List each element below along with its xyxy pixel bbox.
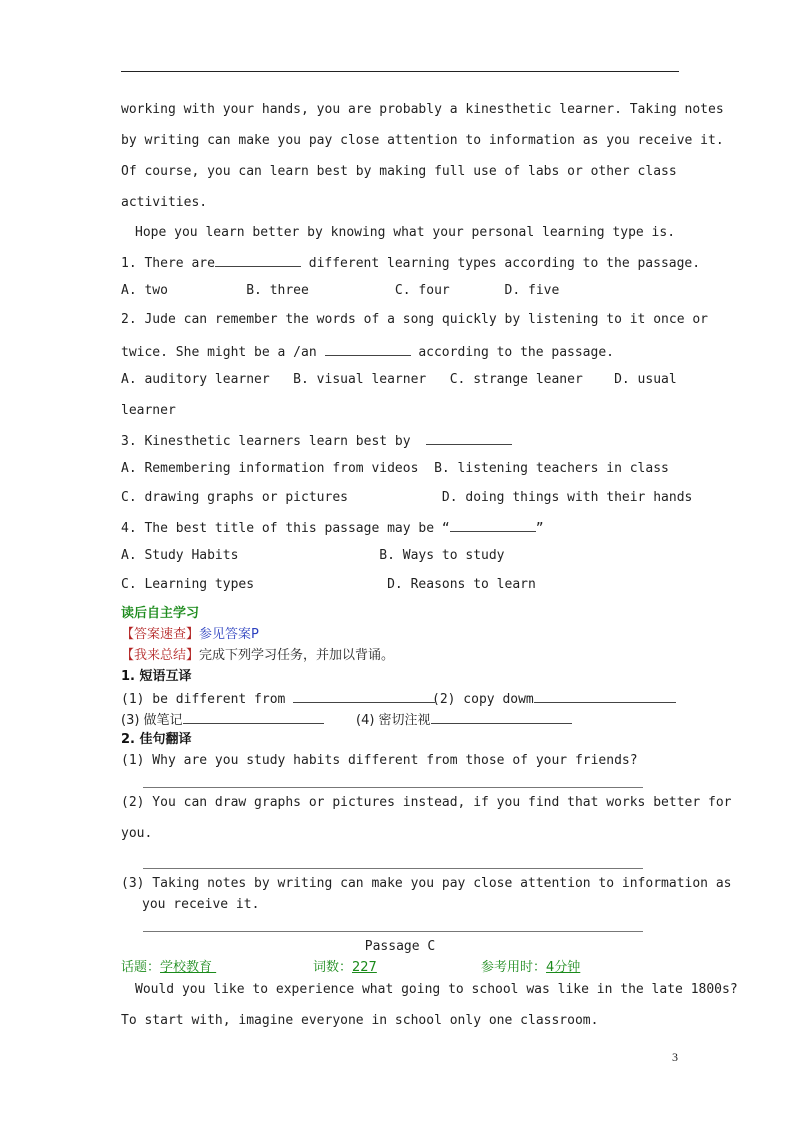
reading-time-value: 4分钟 (546, 960, 581, 975)
summary-tag: 【我来总结】 (121, 648, 200, 663)
word-count-value: 227 (352, 960, 377, 975)
section-sentence-translation: 2. 佳句翻译 (121, 732, 192, 747)
page-number: 3 (672, 1050, 678, 1064)
passage-title: Passage C (364, 939, 436, 954)
phrase-2 (432, 690, 676, 708)
paragraph-line-2: by writing can make you pay close attention to information as you receive it. (121, 133, 724, 148)
reading-time (481, 960, 580, 976)
phrase-1-text: (1) be different from (121, 692, 294, 707)
reading-time-label: 参考用时： (481, 960, 547, 975)
question-4-stem: 4. The best title of this passage may be “ (121, 521, 450, 536)
phrase-4 (356, 711, 572, 729)
sentence-3-line-2: you receive it. (142, 897, 260, 912)
sentence-2-line-2: you. (121, 826, 153, 841)
sentence-2-line-1: (2) You can draw graphs or pictures instead, if you find that works better for (121, 795, 732, 810)
question-3-options-2: C. drawing graphs or pictures D. doing things with their hands (121, 490, 693, 505)
summary-line (121, 648, 394, 664)
header-rule (121, 71, 679, 72)
phrase-4-text: (4) 密切注视 (356, 713, 431, 728)
question-1-tail: different learning types according to the passage. (300, 256, 701, 271)
question-3-options-1: A. Remembering information from videos B. listening teachers in class (121, 461, 669, 476)
phrase-3 (121, 711, 324, 729)
answer-blank[interactable] (534, 690, 676, 703)
answer-blank[interactable] (431, 711, 572, 724)
phrase-2-text: (2) copy dowm (432, 692, 534, 707)
summary-text: 完成下列学习任务，并加以背诵。 (199, 648, 395, 663)
phrase-1 (121, 690, 435, 708)
paragraph-line-1: working with your hands, you are probably a kinesthetic learner. Taking notes (121, 102, 724, 117)
answer-blank[interactable] (215, 254, 301, 267)
passage-line-2: To start with, imagine everyone in school only one classroom. (121, 1013, 599, 1028)
question-4-tail: ” (535, 521, 544, 536)
question-2-options-cont: learner (121, 403, 176, 418)
answer-blank[interactable] (450, 519, 536, 532)
topic-value: 学校教育 (160, 960, 217, 975)
answer-line[interactable] (143, 787, 643, 788)
question-1-stem: 1. There are (121, 256, 215, 271)
self-study-heading: 读后自主学习 (121, 606, 200, 621)
phrase-3-text: (3) 做笔记 (121, 713, 183, 728)
section-phrase-translation: 1. 短语互译 (121, 669, 192, 684)
answer-line[interactable] (143, 868, 643, 869)
word-count-label: 词数： (313, 960, 353, 975)
question-3 (121, 432, 512, 450)
passage-meta (121, 960, 216, 976)
answer-line[interactable] (143, 931, 643, 932)
word-count (313, 960, 377, 976)
answer-blank[interactable] (426, 432, 512, 445)
question-2-tail: according to the passage. (410, 345, 614, 360)
passage-line-1: Would you like to experience what going to school was like in the late 1800s? (135, 982, 738, 997)
question-4-options-2: C. Learning types D. Reasons to learn (121, 577, 536, 592)
question-4-options-1: A. Study Habits B. Ways to study (121, 548, 505, 563)
paragraph-line-3: Of course, you can learn best by making full use of labs or other class (121, 164, 677, 179)
answer-reference: 参见答案P (199, 627, 259, 642)
question-1 (121, 254, 700, 272)
sentence-3-line-1: (3) Taking notes by writing can make you pay close attention to information as (121, 876, 732, 891)
question-2-line-2 (121, 343, 614, 361)
topic-label: 话题： (121, 960, 161, 975)
answer-quick-check (121, 627, 259, 643)
question-2-line-1: 2. Jude can remember the words of a song quickly by listening to it once or (121, 312, 708, 327)
answer-blank[interactable] (183, 711, 324, 724)
question-1-options: A. two B. three C. four D. five (121, 283, 560, 298)
question-3-stem: 3. Kinesthetic learners learn best by (121, 434, 427, 449)
answer-blank[interactable] (325, 343, 411, 356)
paragraph-line-4: activities. (121, 195, 208, 210)
paragraph-line-5: Hope you learn better by knowing what your personal learning type is. (135, 225, 676, 240)
question-2-stem: twice. She might be a /an (121, 345, 325, 360)
answer-tag: 【答案速查】 (121, 627, 200, 642)
sentence-1: (1) Why are you study habits different from those of your friends? (121, 753, 638, 768)
answer-blank[interactable] (293, 690, 435, 703)
question-2-options: A. auditory learner B. visual learner C. strange leaner D. usual (121, 372, 677, 387)
question-4 (121, 519, 544, 537)
